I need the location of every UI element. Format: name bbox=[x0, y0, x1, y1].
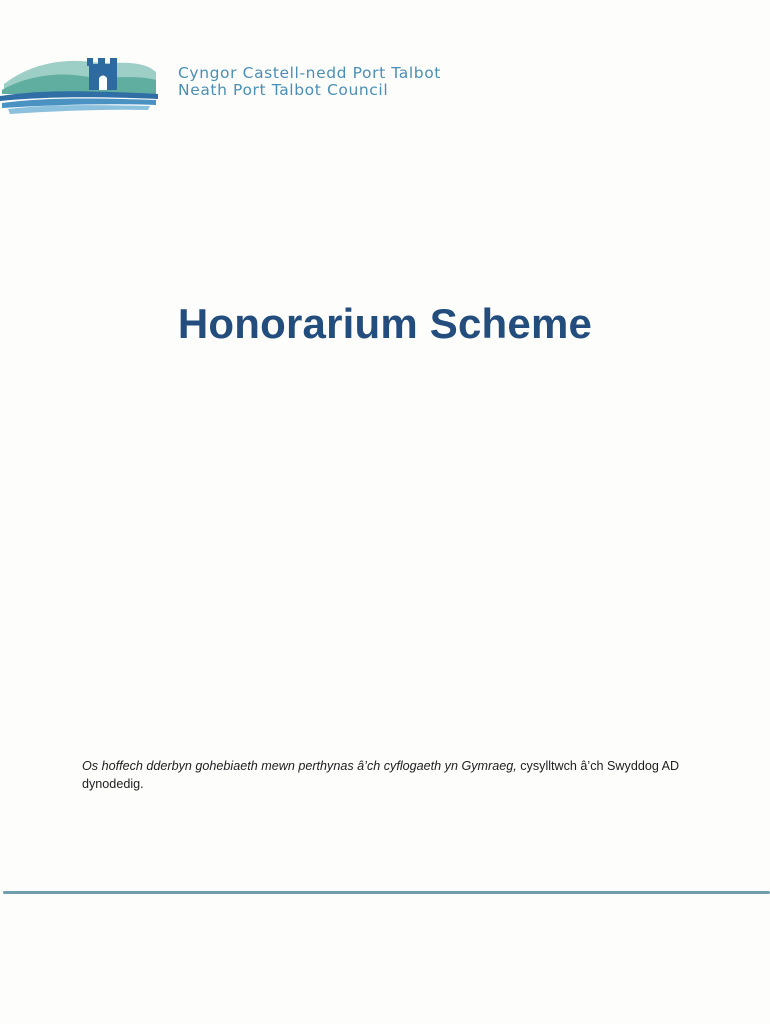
council-name-block bbox=[178, 65, 441, 99]
welsh-language-note bbox=[82, 757, 722, 793]
council-logo-icon bbox=[0, 50, 160, 116]
document-title: Honorarium Scheme bbox=[177, 300, 593, 347]
council-name-english: Neath Port Talbot Council bbox=[178, 81, 389, 99]
footer-divider bbox=[3, 891, 770, 894]
welsh-note-italic: Os hoffech dderbyn gohebiaeth mewn perthynas â’ch cyflogaeth yn Gymraeg, bbox=[82, 759, 517, 773]
welsh-note-regular: cysylltwch â’ch Swyddog AD dynodedig. bbox=[82, 759, 680, 791]
council-name-welsh: Cyngor Castell-nedd Port Talbot bbox=[178, 64, 441, 82]
